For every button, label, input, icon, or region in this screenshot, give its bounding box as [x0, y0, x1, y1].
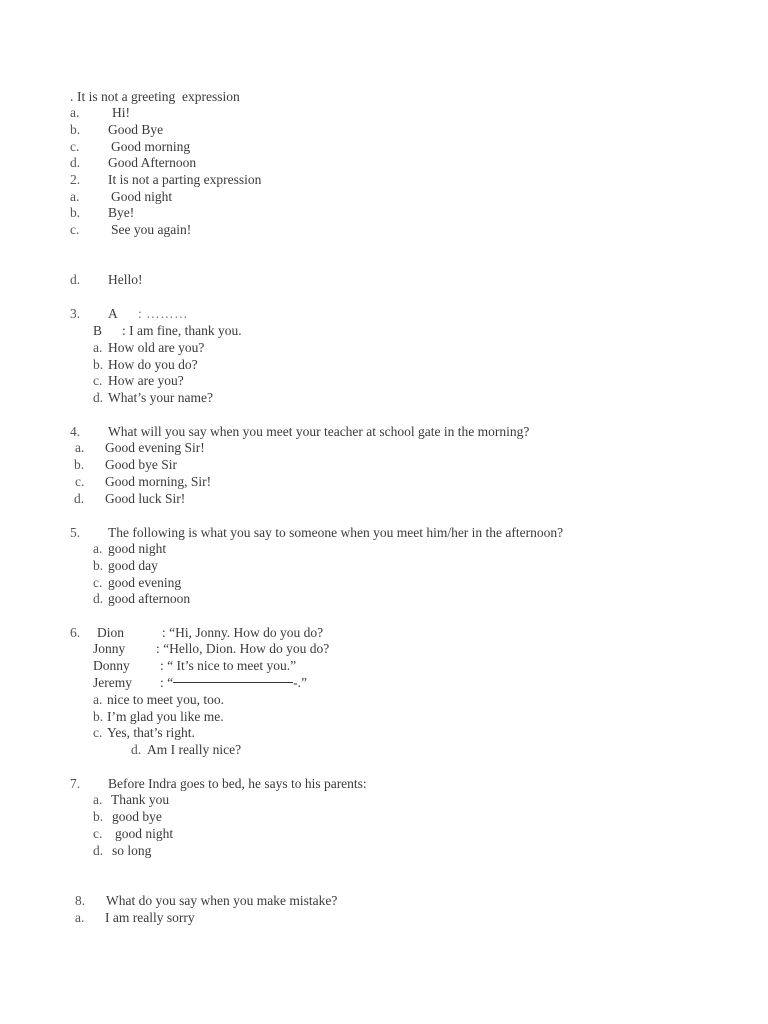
option-label: d.: [131, 742, 142, 757]
question-number: 3.: [70, 306, 81, 321]
option-label: b.: [70, 122, 81, 137]
option-text: I’m glad you like me.: [107, 709, 224, 724]
question-text: What will you say when you meet your teacher at school gate in the morning?: [108, 424, 530, 439]
option-text: Good morning: [111, 139, 191, 154]
option-text: Am I really nice?: [147, 742, 242, 757]
dialog-speaker: Jeremy: [93, 675, 132, 690]
option-text: Good evening Sir!: [105, 440, 205, 455]
option-label: c.: [70, 222, 80, 237]
option-text: Thank you: [111, 792, 170, 807]
option-label: a.: [70, 105, 80, 120]
dialog-line: : “Hello, Dion. How do you do?: [156, 641, 330, 656]
option-label: a.: [75, 910, 85, 925]
dialog-line: : “ It’s nice to meet you.”: [160, 658, 297, 673]
dialog-speaker: Donny: [93, 658, 130, 673]
option-label: b.: [74, 457, 85, 472]
question-number: 8.: [75, 893, 86, 908]
question-text: It is not a parting expression: [108, 172, 262, 187]
option-label: a.: [70, 189, 80, 204]
option-label: c.: [93, 373, 103, 388]
dialog-speaker: B: [93, 323, 103, 338]
option-text: Good Bye: [108, 122, 164, 137]
question-number: 7.: [70, 776, 81, 791]
option-text: good evening: [108, 575, 182, 590]
option-text: Hello!: [108, 272, 143, 287]
option-text: Good Afternoon: [108, 155, 197, 170]
question-number: 4.: [70, 424, 81, 439]
question-number: 5.: [70, 525, 81, 540]
question-number: 6.: [70, 625, 81, 640]
dialog-speaker: Jonny: [93, 641, 126, 656]
option-label: a.: [93, 792, 103, 807]
option-text: I am really sorry: [105, 910, 195, 925]
option-text: good afternoon: [108, 591, 191, 606]
option-label: c.: [75, 474, 85, 489]
option-label: b.: [93, 709, 104, 724]
option-text: How do you do?: [108, 357, 198, 372]
option-text: Good bye Sir: [105, 457, 177, 472]
option-text: Bye!: [108, 205, 135, 220]
dialog-line: : ………: [138, 306, 189, 321]
option-text: How are you?: [108, 373, 184, 388]
dialog-line: : “Hi, Jonny. How do you do?: [162, 625, 324, 640]
dialog-line-blank: : “ -.”: [160, 675, 307, 690]
option-label: d.: [70, 272, 81, 287]
option-text: Good luck Sir!: [105, 491, 186, 506]
option-label: c.: [70, 139, 80, 154]
option-text: good bye: [112, 809, 162, 824]
answer-blank: [173, 682, 293, 683]
dialog-line: : I am fine, thank you.: [122, 323, 242, 338]
option-label: d.: [70, 155, 81, 170]
option-text: Good morning, Sir!: [105, 474, 212, 489]
question-number: .: [70, 89, 74, 104]
option-label: d.: [93, 390, 104, 405]
option-label: d.: [93, 843, 104, 858]
option-label: c.: [93, 575, 103, 590]
option-label: b.: [70, 205, 81, 220]
option-label: d.: [93, 591, 104, 606]
option-text: How old are you?: [108, 340, 205, 355]
option-text: See you again!: [111, 222, 192, 237]
option-label: c.: [93, 725, 103, 740]
option-label: b.: [93, 809, 104, 824]
option-label: a.: [93, 541, 103, 556]
option-label: c.: [93, 826, 103, 841]
option-text: nice to meet you, too.: [107, 692, 224, 707]
option-text: Good night: [111, 189, 173, 204]
dialog-speaker: A: [108, 306, 118, 321]
option-label: a.: [93, 340, 103, 355]
option-text: so long: [112, 843, 152, 858]
dialog-speaker: Dion: [97, 625, 124, 640]
option-text: Yes, that’s right.: [107, 725, 195, 740]
question-text: What do you say when you make mistake?: [106, 893, 338, 908]
option-text: good night: [108, 541, 167, 556]
option-text: Hi!: [112, 105, 130, 120]
option-label: a.: [75, 440, 85, 455]
option-label: b.: [93, 558, 104, 573]
question-text: Before Indra goes to bed, he says to his parents:: [108, 776, 367, 791]
option-label: a.: [93, 692, 103, 707]
question-text: The following is what you say to someone when you meet him/her in the afternoon?: [108, 525, 564, 540]
question-text: It is not a greeting expression: [77, 89, 240, 104]
option-label: d.: [74, 491, 85, 506]
option-label: b.: [93, 357, 104, 372]
option-text: good night: [115, 826, 174, 841]
question-number: 2.: [70, 172, 81, 187]
option-text: good day: [108, 558, 158, 573]
option-text: What’s your name?: [108, 390, 213, 405]
